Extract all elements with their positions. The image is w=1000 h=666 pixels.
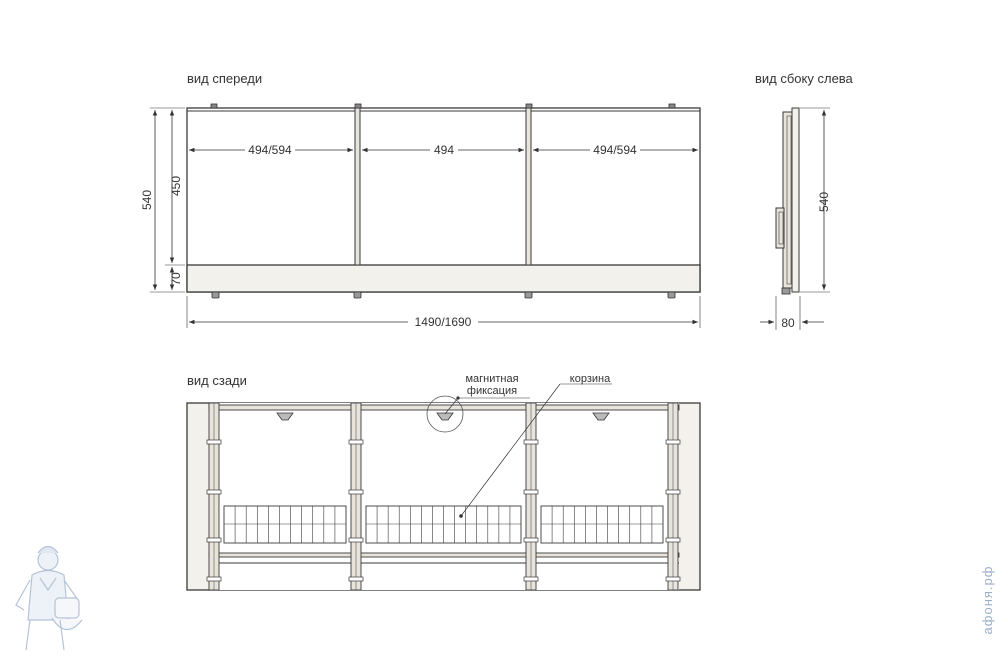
front-post-left bbox=[355, 108, 360, 265]
front-view bbox=[140, 71, 700, 329]
mascot-logo bbox=[16, 547, 82, 651]
back-bottom-rail bbox=[209, 553, 679, 557]
callout-magnetic-line1: магнитная bbox=[465, 373, 519, 385]
dim-panel-height: 450 bbox=[169, 175, 183, 197]
side-frame bbox=[783, 112, 792, 288]
back-top-rail bbox=[209, 405, 679, 410]
baskets bbox=[224, 506, 663, 543]
front-post-right bbox=[526, 108, 531, 265]
side-view bbox=[755, 71, 854, 330]
side-panel bbox=[792, 108, 799, 292]
side-view-title: вид сбоку слева bbox=[755, 71, 853, 86]
dim-total-height: 540 bbox=[140, 189, 154, 211]
front-plinth bbox=[187, 265, 700, 292]
basket-2 bbox=[366, 506, 521, 543]
dim-total-width: 1490/1690 bbox=[414, 315, 472, 329]
dim-side-height: 540 bbox=[817, 191, 831, 213]
front-feet bbox=[212, 292, 675, 298]
side-foot bbox=[782, 288, 790, 294]
dim-panel-left: 494/594 bbox=[248, 143, 292, 157]
dim-side-depth: 80 bbox=[781, 316, 795, 330]
callout-magnetic-line2: фиксация bbox=[466, 385, 518, 397]
dim-plinth-height: 70 bbox=[169, 272, 183, 286]
dim-panel-right: 494/594 bbox=[593, 143, 637, 157]
watermark-site: афоня.рф bbox=[980, 565, 995, 635]
callout-basket: корзина bbox=[569, 373, 611, 385]
basket-1 bbox=[224, 506, 346, 543]
front-view-title: вид спереди bbox=[187, 71, 263, 86]
basket-3 bbox=[541, 506, 663, 543]
dim-panel-middle: 494 bbox=[433, 143, 455, 157]
back-view bbox=[187, 373, 700, 590]
back-view-title: вид сзади bbox=[187, 373, 247, 388]
